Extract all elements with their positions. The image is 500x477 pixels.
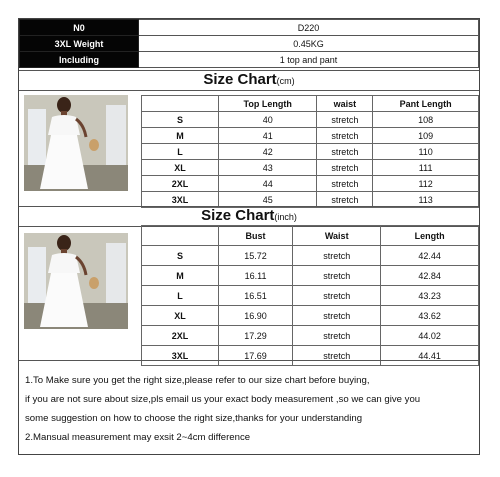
size-cell: L <box>142 144 219 160</box>
table-cell: 16.90 <box>219 306 293 326</box>
chart-title-text: Size Chart <box>203 71 277 88</box>
table-cell: stretch <box>293 246 381 266</box>
table-cell: 42.84 <box>381 266 479 286</box>
table-cell: 44.02 <box>381 326 479 346</box>
table-cell: 42.44 <box>381 246 479 266</box>
size-cell: 3XL <box>142 192 219 208</box>
size-cell: M <box>142 266 219 286</box>
size-cell: 3XL <box>142 346 219 366</box>
info-value: 0.45KG <box>139 36 479 52</box>
size-cell: M <box>142 128 219 144</box>
info-row <box>20 52 479 68</box>
table-cell: 109 <box>373 128 479 144</box>
table-cell: stretch <box>293 286 381 306</box>
note-line: some suggestion on how to choose the right size,thanks for your understanding <box>25 413 363 424</box>
table-row <box>142 266 479 286</box>
table-row <box>142 326 479 346</box>
sizing-notes <box>19 360 479 454</box>
table-cell: 45 <box>219 192 317 208</box>
table-cell: 17.69 <box>219 346 293 366</box>
column-header: waist <box>317 96 373 112</box>
table-cell: 43.62 <box>381 306 479 326</box>
info-value: D220 <box>139 20 479 36</box>
table-row <box>142 176 479 192</box>
table-cell: stretch <box>317 176 373 192</box>
chart-unit-text: (cm) <box>276 76 295 86</box>
model-image <box>24 95 128 191</box>
column-header: Length <box>381 226 479 246</box>
table-cell: 42 <box>219 144 317 160</box>
table-header-row <box>142 226 479 246</box>
table-cell: 43 <box>219 160 317 176</box>
chart-title-text: Size Chart <box>201 207 275 224</box>
column-header: Pant Length <box>373 96 479 112</box>
table-cell: 43.23 <box>381 286 479 306</box>
table-cell: 44.41 <box>381 346 479 366</box>
table-cell: stretch <box>293 326 381 346</box>
column-header: Bust <box>219 226 293 246</box>
size-cell: 2XL <box>142 326 219 346</box>
model-image <box>24 233 128 329</box>
note-line: 1.To Make sure you get the right size,please refer to our size chart before buying, <box>25 375 370 386</box>
table-row <box>142 128 479 144</box>
size-table-cm <box>141 95 479 208</box>
table-cell: 113 <box>373 192 479 208</box>
size-chart-sheet <box>18 18 480 455</box>
product-photo <box>24 95 128 191</box>
info-label: N0 <box>20 20 139 36</box>
info-row <box>20 36 479 52</box>
table-cell: 41 <box>219 128 317 144</box>
info-label: Including <box>20 52 139 68</box>
size-cell: XL <box>142 160 219 176</box>
table-cell: stretch <box>293 266 381 286</box>
table-cell: 40 <box>219 112 317 128</box>
column-header: Waist <box>293 226 381 246</box>
table-cell: stretch <box>317 160 373 176</box>
size-table-inch <box>141 225 479 366</box>
table-cell: stretch <box>317 112 373 128</box>
column-header: Top Length <box>219 96 317 112</box>
info-label: 3XL Weight <box>20 36 139 52</box>
column-header <box>142 226 219 246</box>
table-cell: 16.11 <box>219 266 293 286</box>
chart-unit-text: (inch) <box>274 212 297 222</box>
size-chart-cm-title <box>19 70 479 91</box>
table-row <box>142 112 479 128</box>
info-row <box>20 20 479 36</box>
table-header-row <box>142 96 479 112</box>
table-row <box>142 286 479 306</box>
info-value: 1 top and pant <box>139 52 479 68</box>
table-cell: stretch <box>317 128 373 144</box>
table-cell: stretch <box>293 346 381 366</box>
table-cell: stretch <box>293 306 381 326</box>
table-cell: stretch <box>317 192 373 208</box>
column-header <box>142 96 219 112</box>
product-info-table <box>19 19 479 68</box>
product-photo <box>24 233 128 329</box>
table-row <box>142 144 479 160</box>
size-cell: S <box>142 246 219 266</box>
size-cell: S <box>142 112 219 128</box>
table-cell: 44 <box>219 176 317 192</box>
table-cell: 16.51 <box>219 286 293 306</box>
note-line: if you are not sure about size,pls email us your exact body measurement ,so we can give you <box>25 394 421 405</box>
table-row <box>142 246 479 266</box>
table-cell: 112 <box>373 176 479 192</box>
table-row <box>142 160 479 176</box>
table-cell: 110 <box>373 144 479 160</box>
size-cell: XL <box>142 306 219 326</box>
table-cell: 108 <box>373 112 479 128</box>
table-cell: 15.72 <box>219 246 293 266</box>
note-line: 2.Mansual measurement may exsit 2~4cm difference <box>25 432 251 443</box>
size-cell: 2XL <box>142 176 219 192</box>
table-cell: 17.29 <box>219 326 293 346</box>
table-cell: stretch <box>317 144 373 160</box>
table-row <box>142 306 479 326</box>
table-cell: 111 <box>373 160 479 176</box>
size-chart-inch-title <box>19 206 479 227</box>
size-cell: L <box>142 286 219 306</box>
